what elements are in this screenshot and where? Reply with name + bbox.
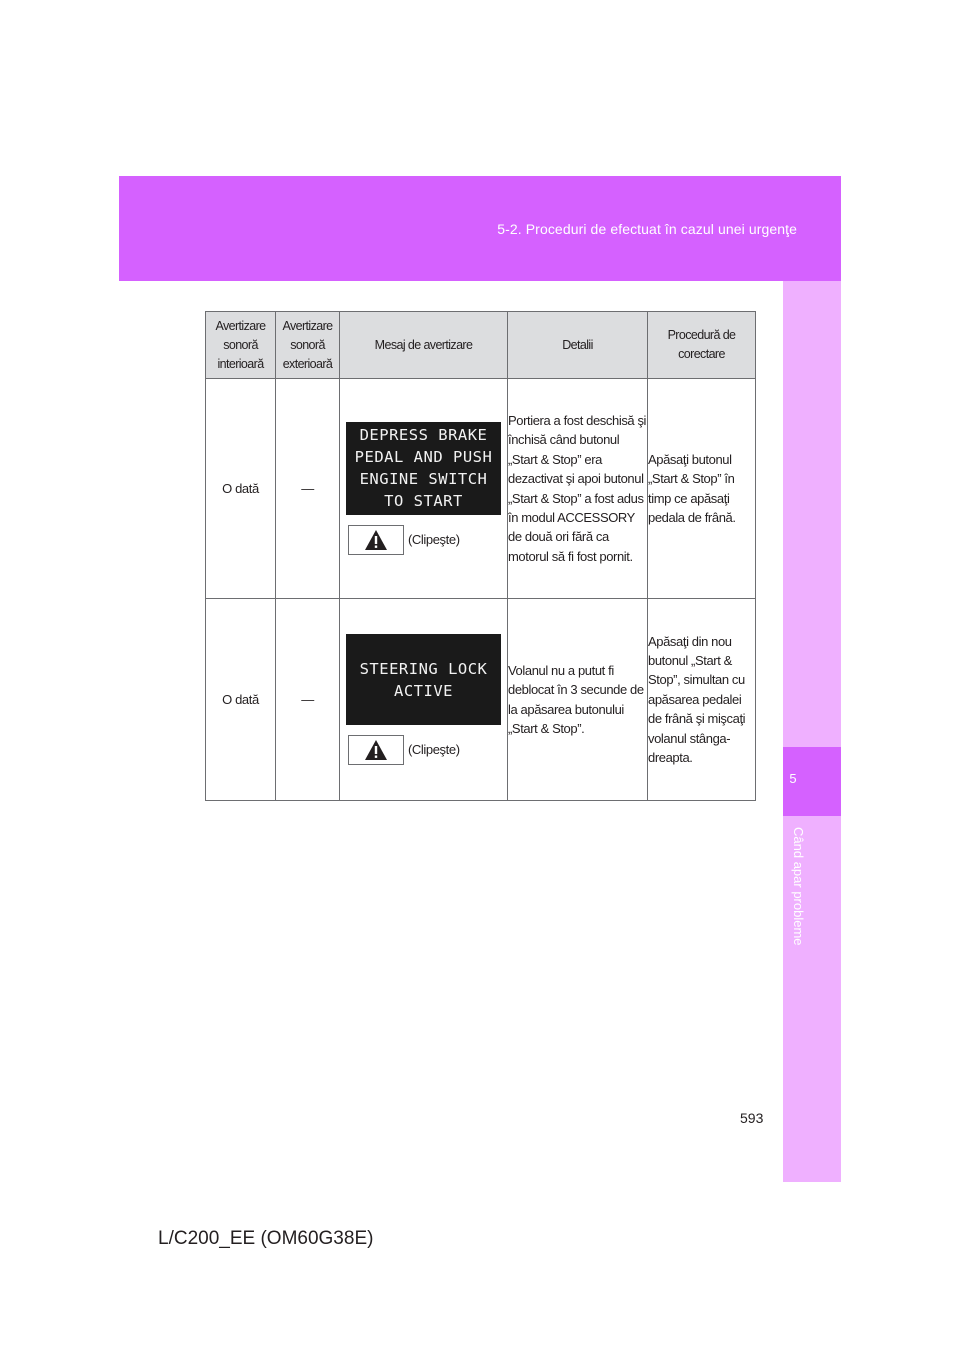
chapter-sidebar <box>783 281 841 1182</box>
header-interior-buzzer: Avertizare sonoră interioară <box>206 312 276 379</box>
table-header-row <box>206 312 756 379</box>
warning-table <box>205 311 756 801</box>
details-cell: Volanul nu a putut fi deblocat în 3 secunde de la apăsarea butonului „Start & Stop”. <box>508 599 648 801</box>
display-line: ACTIVE <box>394 682 453 700</box>
interior-buzzer-cell: O dată <box>206 599 276 801</box>
warning-light-box <box>348 525 404 555</box>
page-number: 593 <box>740 1110 764 1126</box>
chapter-number: 5 <box>789 771 797 786</box>
display-line: DEPRESS BRAKE <box>359 426 488 444</box>
table-row <box>206 599 756 801</box>
blink-note: (Clipeşte) <box>408 742 460 758</box>
header-details: Detalii <box>508 312 648 379</box>
table-row <box>206 379 756 599</box>
exterior-buzzer-cell: — <box>276 599 340 801</box>
header-exterior-buzzer: Avertizare sonoră exterioară <box>276 312 340 379</box>
details-cell: Portiera a fost deschisă şi închisă când butonul „Start & Stop” era dezactivat şi apoi butonul „Start & Stop” a fost adus în modul ACCESSORY de două ori fără ca motorul să fi fost pornit. <box>508 379 648 599</box>
chapter-label: Când apar probleme <box>791 827 806 946</box>
warning-triangle-icon <box>364 739 388 761</box>
warning-triangle-icon <box>364 529 388 551</box>
interior-buzzer-cell: O dată <box>206 379 276 599</box>
exterior-buzzer-cell: — <box>276 379 340 599</box>
header-warning-message: Mesaj de avertizare <box>340 312 508 379</box>
display-line: ENGINE SWITCH <box>359 470 488 488</box>
blink-note: (Clipeşte) <box>408 532 460 548</box>
document-code: L/C200_EE (OM60G38E) <box>158 1228 374 1249</box>
warning-indicator <box>348 735 507 765</box>
multi-info-display <box>346 422 501 515</box>
warning-message-cell <box>340 379 508 599</box>
section-title: 5-2. Proceduri de efectuat în cazul unei urgenţe <box>497 221 797 237</box>
procedure-cell: Apăsaţi butonul „Start & Stop” în timp ce apăsaţi pedala de frână. <box>648 379 756 599</box>
procedure-cell: Apăsaţi din nou butonul „Start & Stop”, simultan cu apăsarea pedalei de frână şi mişcaţi volanul stânga-dreapta. <box>648 599 756 801</box>
display-line: STEERING LOCK <box>359 660 488 678</box>
display-line: PEDAL AND PUSH <box>354 448 493 466</box>
chapter-tab <box>783 747 841 816</box>
warning-light-box <box>348 735 404 765</box>
warning-message-cell <box>340 599 508 801</box>
header-procedure: Procedură de corectare <box>648 312 756 379</box>
warning-indicator <box>348 525 507 555</box>
display-line: TO START <box>384 492 463 510</box>
multi-info-display <box>346 634 501 725</box>
header-band <box>119 176 841 281</box>
